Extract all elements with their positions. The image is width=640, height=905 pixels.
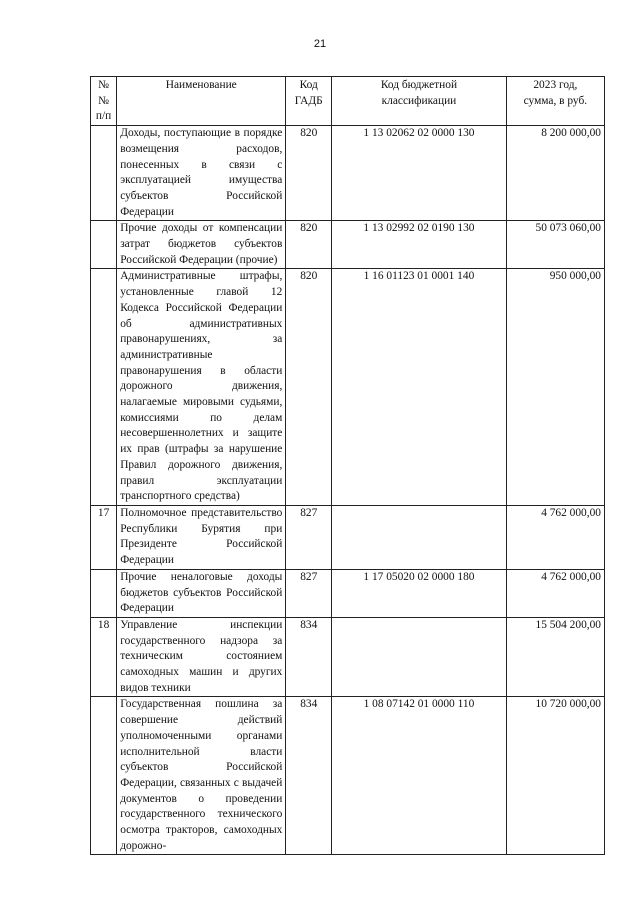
row-name: Управление инспекции государственного надзора за техническим состоянием самоходных машин и других видов техники <box>117 617 286 697</box>
row-sum: 4 762 000,00 <box>506 505 604 569</box>
header-code: Код ГАДБ <box>286 77 332 126</box>
row-name: Государственная пошлина за совершение действий уполномоченными органами исполнительной власти субъектов Российской Федерации, связанных с выдачей документов о проведении государственного технического осмотра тракторов, самоходных дорожно- <box>117 697 286 855</box>
row-num <box>91 126 117 221</box>
row-code: 827 <box>286 505 332 569</box>
row-kbk: 1 13 02062 02 0000 130 <box>332 126 507 221</box>
row-kbk <box>332 617 507 697</box>
page-number: 21 <box>313 38 327 50</box>
row-name: Полномочное представительство Республики Бурятия при Президенте Российской Федерации <box>117 505 286 569</box>
table-row <box>91 697 605 855</box>
row-kbk: 1 16 01123 01 0001 140 <box>332 269 507 506</box>
row-sum: 15 504 200,00 <box>506 617 604 697</box>
budget-revenue-table <box>90 76 605 855</box>
header-name: Наименование <box>117 77 286 126</box>
row-kbk <box>332 505 507 569</box>
row-name: Административные штрафы, установленные главой 12 Кодекса Российской Федерации об административных правонарушениях, за административные правонарушения в области дорожного движения, налагаемые мировыми судьями, комиссиями по делам несовершеннолетних и защите их прав (штрафы за нарушение Правил дорожного движения, правил эксплуатации транспортного средства) <box>117 269 286 506</box>
table-row <box>91 269 605 506</box>
table-header-row <box>91 77 605 126</box>
row-name: Прочие доходы от компенсации затрат бюджетов субъектов Российской Федерации (прочие) <box>117 221 286 269</box>
table-row <box>91 221 605 269</box>
header-kbk: Код бюджетной классификации <box>332 77 507 126</box>
row-name: Прочие неналоговые доходы бюджетов субъектов Российской Федерации <box>117 569 286 617</box>
row-num: 17 <box>91 505 117 569</box>
row-num <box>91 221 117 269</box>
table-row <box>91 126 605 221</box>
row-sum: 4 762 000,00 <box>506 569 604 617</box>
table-row <box>91 505 605 569</box>
row-name: Доходы, поступающие в порядке возмещения расходов, понесенных в связи с эксплуатацией имущества субъектов Российской Федерации <box>117 126 286 221</box>
table-row <box>91 617 605 697</box>
row-code: 820 <box>286 269 332 506</box>
row-code: 834 <box>286 617 332 697</box>
row-sum: 8 200 000,00 <box>506 126 604 221</box>
row-sum: 50 073 060,00 <box>506 221 604 269</box>
row-sum: 950 000,00 <box>506 269 604 506</box>
table-row <box>91 569 605 617</box>
row-code: 834 <box>286 697 332 855</box>
row-num <box>91 269 117 506</box>
row-code: 827 <box>286 569 332 617</box>
row-kbk: 1 17 05020 02 0000 180 <box>332 569 507 617</box>
row-code: 820 <box>286 221 332 269</box>
row-code: 820 <box>286 126 332 221</box>
header-num: №№ п/п <box>91 77 117 126</box>
row-sum: 10 720 000,00 <box>506 697 604 855</box>
row-num <box>91 697 117 855</box>
row-kbk: 1 13 02992 02 0190 130 <box>332 221 507 269</box>
header-sum: 2023 год, сумма, в руб. <box>506 77 604 126</box>
row-num <box>91 569 117 617</box>
row-kbk: 1 08 07142 01 0000 110 <box>332 697 507 855</box>
row-num: 18 <box>91 617 117 697</box>
